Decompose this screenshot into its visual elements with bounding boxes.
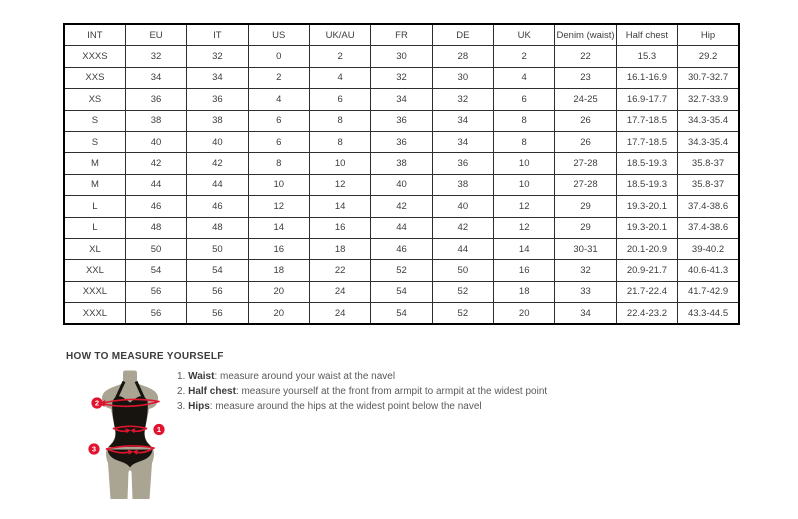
table-cell: 54 <box>187 260 248 281</box>
table-cell: 24-25 <box>555 89 616 110</box>
table-cell: 34 <box>555 303 616 325</box>
measure-step-half-chest <box>177 387 547 397</box>
column-header: UK <box>494 24 555 46</box>
column-header: Half chest <box>616 24 677 46</box>
table-cell: 56 <box>187 281 248 302</box>
size-table-body <box>64 46 739 325</box>
table-cell: 16 <box>494 260 555 281</box>
table-cell: 32 <box>432 89 493 110</box>
table-cell: 40 <box>187 131 248 152</box>
table-cell: 18 <box>309 238 370 259</box>
table-cell: 36 <box>187 89 248 110</box>
table-cell: 12 <box>494 217 555 238</box>
table-cell: 34 <box>187 67 248 88</box>
table-cell: 8 <box>494 131 555 152</box>
table-row <box>64 110 739 131</box>
measure-step-hips <box>177 402 547 412</box>
table-cell: 24 <box>309 303 370 325</box>
table-cell: 38 <box>125 110 186 131</box>
step-number: 2. <box>177 386 186 397</box>
table-cell: 34 <box>371 89 432 110</box>
table-cell: 33 <box>555 281 616 302</box>
table-cell: 32 <box>371 67 432 88</box>
table-cell: 14 <box>309 196 370 217</box>
table-cell: 12 <box>494 196 555 217</box>
table-cell: 10 <box>494 153 555 174</box>
table-cell: 35.8-37 <box>678 174 739 195</box>
table-row <box>64 67 739 88</box>
size-label-cell: XS <box>64 89 125 110</box>
table-cell: 24 <box>309 281 370 302</box>
column-header: US <box>248 24 309 46</box>
size-label-cell: XL <box>64 238 125 259</box>
table-row <box>64 196 739 217</box>
table-cell: 18.5-19.3 <box>616 153 677 174</box>
size-label-cell: XXS <box>64 67 125 88</box>
table-cell: 50 <box>125 238 186 259</box>
table-cell: 18 <box>494 281 555 302</box>
size-label-cell: S <box>64 110 125 131</box>
table-cell: 34 <box>432 110 493 131</box>
measure-steps-list <box>177 372 547 417</box>
table-cell: 26 <box>555 110 616 131</box>
table-cell: 42 <box>432 217 493 238</box>
table-cell: 6 <box>494 89 555 110</box>
table-row <box>64 131 739 152</box>
table-cell: 50 <box>432 260 493 281</box>
table-cell: 14 <box>494 238 555 259</box>
table-cell: 4 <box>309 67 370 88</box>
marker-3-label: 3 <box>91 444 97 454</box>
table-cell: 2 <box>248 67 309 88</box>
marker-1-label: 1 <box>156 425 162 435</box>
table-cell: 30 <box>432 67 493 88</box>
table-cell: 52 <box>432 303 493 325</box>
table-cell: 52 <box>371 260 432 281</box>
size-label-cell: XXL <box>64 260 125 281</box>
size-label-cell: L <box>64 217 125 238</box>
table-cell: 29.2 <box>678 46 739 67</box>
table-cell: 46 <box>371 238 432 259</box>
table-row <box>64 46 739 67</box>
step-text: : measure yourself at the front from armpit to armpit at the widest point <box>235 386 548 397</box>
measure-step-waist <box>177 372 547 382</box>
table-cell: 40.6-41.3 <box>678 260 739 281</box>
table-cell: 54 <box>371 281 432 302</box>
table-cell: 36 <box>125 89 186 110</box>
table-cell: 22.4-23.2 <box>616 303 677 325</box>
table-cell: 19.3-20.1 <box>616 196 677 217</box>
table-cell: 44 <box>371 217 432 238</box>
table-cell: 18.5-19.3 <box>616 174 677 195</box>
table-cell: 20.1-20.9 <box>616 238 677 259</box>
table-cell: 36 <box>371 110 432 131</box>
table-cell: 44 <box>432 238 493 259</box>
table-cell: 41.7-42.9 <box>678 281 739 302</box>
table-cell: 36 <box>371 131 432 152</box>
table-cell: 37.4-38.6 <box>678 196 739 217</box>
table-cell: 36 <box>432 153 493 174</box>
table-cell: 46 <box>125 196 186 217</box>
table-cell: 34 <box>432 131 493 152</box>
table-cell: 32 <box>187 46 248 67</box>
column-header: IT <box>187 24 248 46</box>
size-label-cell: M <box>64 153 125 174</box>
table-cell: 30.7-32.7 <box>678 67 739 88</box>
table-cell: 39-40.2 <box>678 238 739 259</box>
column-header: FR <box>371 24 432 46</box>
step-number: 3. <box>177 401 186 412</box>
table-cell: 30-31 <box>555 238 616 259</box>
table-cell: 10 <box>494 174 555 195</box>
table-cell: 32.7-33.9 <box>678 89 739 110</box>
table-cell: 15.3 <box>616 46 677 67</box>
table-cell: 6 <box>309 89 370 110</box>
table-cell: 34 <box>125 67 186 88</box>
step-term: Hips <box>188 401 210 412</box>
marker-2-label: 2 <box>94 398 100 408</box>
table-cell: 6 <box>248 131 309 152</box>
table-cell: 32 <box>555 260 616 281</box>
step-term: Waist <box>188 371 215 382</box>
table-cell: 10 <box>248 174 309 195</box>
table-cell: 6 <box>248 110 309 131</box>
table-cell: 46 <box>187 196 248 217</box>
table-cell: 44 <box>125 174 186 195</box>
table-cell: 20 <box>248 281 309 302</box>
size-label-cell: XXXL <box>64 281 125 302</box>
table-row <box>64 238 739 259</box>
size-label-cell: XXXL <box>64 303 125 325</box>
table-row <box>64 174 739 195</box>
table-cell: 29 <box>555 217 616 238</box>
step-term: Half chest <box>188 386 236 397</box>
step-number: 1. <box>177 371 186 382</box>
step-text: : measure around your waist at the navel <box>214 371 396 382</box>
table-cell: 44 <box>187 174 248 195</box>
table-header-row <box>64 24 739 46</box>
measure-guide-heading: HOW TO MEASURE YOURSELF <box>66 351 224 362</box>
table-cell: 29 <box>555 196 616 217</box>
table-cell: 34.3-35.4 <box>678 110 739 131</box>
table-row <box>64 153 739 174</box>
size-label-cell: L <box>64 196 125 217</box>
table-row <box>64 281 739 302</box>
table-cell: 12 <box>248 196 309 217</box>
table-cell: 17.7-18.5 <box>616 131 677 152</box>
column-header: DE <box>432 24 493 46</box>
table-cell: 16 <box>248 238 309 259</box>
table-cell: 30 <box>371 46 432 67</box>
mannequin-illustration <box>78 368 188 504</box>
table-cell: 48 <box>187 217 248 238</box>
table-cell: 4 <box>248 89 309 110</box>
table-row <box>64 303 739 325</box>
table-cell: 52 <box>432 281 493 302</box>
table-cell: 34.3-35.4 <box>678 131 739 152</box>
table-cell: 56 <box>125 281 186 302</box>
table-cell: 10 <box>309 153 370 174</box>
table-cell: 54 <box>371 303 432 325</box>
table-cell: 56 <box>187 303 248 325</box>
table-cell: 43.3-44.5 <box>678 303 739 325</box>
column-header: EU <box>125 24 186 46</box>
table-cell: 23 <box>555 67 616 88</box>
size-label-cell: S <box>64 131 125 152</box>
table-cell: 14 <box>248 217 309 238</box>
table-cell: 22 <box>309 260 370 281</box>
table-cell: 40 <box>125 131 186 152</box>
table-cell: 32 <box>125 46 186 67</box>
step-text: : measure around the hips at the widest point below the navel <box>209 401 482 412</box>
table-cell: 18 <box>248 260 309 281</box>
table-cell: 19.3-20.1 <box>616 217 677 238</box>
size-label-cell: M <box>64 174 125 195</box>
table-cell: 38 <box>432 174 493 195</box>
column-header: UK/AU <box>309 24 370 46</box>
table-cell: 27-28 <box>555 153 616 174</box>
table-cell: 40 <box>371 174 432 195</box>
table-cell: 0 <box>248 46 309 67</box>
table-cell: 50 <box>187 238 248 259</box>
table-cell: 17.7-18.5 <box>616 110 677 131</box>
table-cell: 12 <box>309 174 370 195</box>
table-cell: 35.8-37 <box>678 153 739 174</box>
table-cell: 20 <box>248 303 309 325</box>
table-cell: 2 <box>309 46 370 67</box>
table-cell: 26 <box>555 131 616 152</box>
table-cell: 38 <box>187 110 248 131</box>
table-cell: 21.7-22.4 <box>616 281 677 302</box>
table-cell: 16 <box>309 217 370 238</box>
table-cell: 28 <box>432 46 493 67</box>
table-cell: 40 <box>432 196 493 217</box>
size-conversion-table <box>63 23 740 325</box>
table-row <box>64 260 739 281</box>
table-cell: 16.1-16.9 <box>616 67 677 88</box>
table-cell: 8 <box>248 153 309 174</box>
table-cell: 2 <box>494 46 555 67</box>
swimsuit-top <box>109 396 152 447</box>
table-cell: 27-28 <box>555 174 616 195</box>
column-header: Denim (waist) <box>555 24 616 46</box>
measurement-figure <box>78 368 188 504</box>
table-cell: 42 <box>371 196 432 217</box>
table-cell: 56 <box>125 303 186 325</box>
table-cell: 20 <box>494 303 555 325</box>
table-cell: 16.9-17.7 <box>616 89 677 110</box>
table-cell: 54 <box>125 260 186 281</box>
table-row <box>64 89 739 110</box>
column-header: INT <box>64 24 125 46</box>
column-header: Hip <box>678 24 739 46</box>
table-cell: 48 <box>125 217 186 238</box>
size-table-header <box>64 24 739 46</box>
table-cell: 22 <box>555 46 616 67</box>
table-cell: 42 <box>187 153 248 174</box>
table-cell: 4 <box>494 67 555 88</box>
table-cell: 20.9-21.7 <box>616 260 677 281</box>
size-label-cell: XXXS <box>64 46 125 67</box>
table-cell: 37.4-38.6 <box>678 217 739 238</box>
table-cell: 8 <box>309 110 370 131</box>
table-cell: 8 <box>309 131 370 152</box>
table-cell: 42 <box>125 153 186 174</box>
table-cell: 8 <box>494 110 555 131</box>
table-cell: 38 <box>371 153 432 174</box>
table-row <box>64 217 739 238</box>
